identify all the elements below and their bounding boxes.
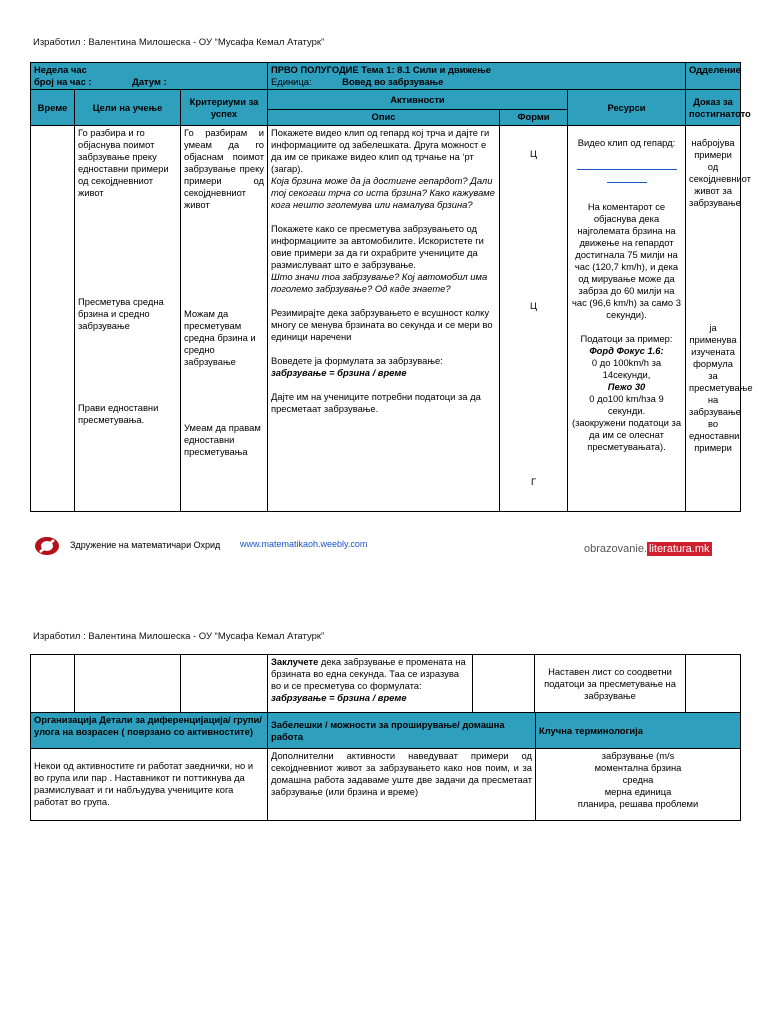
description-paragraph: Дајте им на учениците потребни податоци за да пресметаат забрзување.	[271, 391, 481, 414]
term-item: забрзување (m/s	[601, 750, 675, 761]
empty-cell	[686, 655, 741, 713]
notes-text: Дополнителни активности наведуваат примери од секојдневниот живот за забрзувањето како нов поим, и за домашна работа задаваме уште две задачи да пресметаат забрзување (или брзина и време)	[268, 749, 536, 821]
header-theme-cell	[268, 63, 686, 90]
website-link[interactable]: www.matematikaoh.weebly.com	[240, 539, 368, 549]
description-paragraph: Резимирајте дека забрзувањето е всушност колку многу се менува брзината во секунда и се мери во единици наречени	[271, 307, 493, 342]
week-label: Недела час	[34, 64, 87, 75]
criteria-cell	[181, 126, 268, 512]
data-label: Податоци за пример:	[580, 333, 673, 344]
author-line: Изработил : Валентина Милошеска - ОУ “Мусафа Кемал Ататурк”	[33, 37, 325, 48]
col-criteria: Критериуми за успех	[181, 90, 268, 126]
description-cell	[268, 126, 500, 512]
semester-theme: ПРВО ПОЛУГОДИЕ Тема 1: 8.1 Сили и движење	[271, 64, 491, 75]
formula: забрзување = брзина / време	[271, 692, 407, 703]
conclusion-text: дека забрзување е промената на брзината во една секунда. Таа се изразува во и се пресметува со формулата:	[271, 656, 466, 691]
association-name: Здружение на математичари Охрид	[70, 540, 221, 550]
car-data: 0 до100 km/hза 9 секунди.	[589, 393, 664, 416]
brand-left: obrazovanie.	[584, 543, 647, 555]
literatura-logo	[584, 543, 712, 555]
goal-item: Го разбира и го објаснува поимот забрзување преку едноставни примери од секојдневниот живот	[78, 127, 169, 198]
col-activities: Активности	[268, 90, 568, 110]
col-goals: Цели на учење	[75, 90, 181, 126]
description-paragraph: Воведете ја формулата за забрзување:	[271, 355, 443, 366]
description-paragraph: Покажете како се пресметува забрзувањето од информациите за автомобилите. Искористете ги овие примери за да ги охрабрите учениците да размислуваат што е забрзување.	[271, 223, 484, 270]
col-description: Опис	[268, 110, 500, 126]
criteria-item: Можам да пресметувам средна брзина и средно забрзување	[184, 308, 256, 367]
lesson-plan-table-continued	[30, 654, 741, 713]
description-questions: Што значи тоа забрзување? Кој автомобил има поголемо забрзување? Од каде знаете?	[271, 271, 488, 294]
lesson-plan-table	[30, 62, 753, 512]
org-text: Некои од активностите ги работат заеднички, но и во група или пар . Наставникот ги поттикнува да размислуваат и ги набљудува учениците кога работат во група.	[31, 749, 268, 821]
video-link[interactable]	[577, 169, 677, 170]
col-forms: Форми	[500, 110, 568, 126]
worksheet-cell: Наставен лист со соодветни податоци за пресметување на забрзување	[535, 655, 686, 713]
col-evidence: Доказ за постигнатото	[686, 90, 741, 126]
term-item: средна	[622, 774, 654, 785]
empty-cell	[181, 655, 268, 713]
goal-item: Пресметува средна брзина и средно забрзување	[78, 296, 164, 331]
header-class-cell	[686, 63, 741, 90]
form-value: Ц	[530, 300, 537, 311]
resources-cell	[568, 126, 686, 512]
brand-right: literatura.mk	[649, 543, 710, 555]
goal-item: Прави едноставни пресметувања.	[78, 402, 159, 425]
terms-cell	[536, 749, 741, 821]
org-header: Организација Детали за диференцијација/ групи/ улога на возрасен ( поврзано со активностите)	[31, 713, 268, 749]
lesson-number-label: број на час :	[34, 76, 92, 87]
empty-cell	[473, 655, 535, 713]
forms-cell	[500, 126, 568, 512]
col-resources: Ресурси	[568, 90, 686, 126]
resource-note: На коментарот се објаснува дека најголемата брзина на движење на гепардот достигнала 75 милји на час (120,7 km/h), и дека од мирување може да забрза до 60 милји на час (96,6 km/h) за само 3 секунди).	[572, 201, 681, 320]
term-item: мерна единица	[604, 786, 672, 797]
video-label: Видео клип од гепард:	[577, 137, 676, 148]
class-label: Одделение	[689, 64, 741, 75]
author-line: Изработил : Валентина Милошеска - ОУ “Мусафа Кемал Ататурк”	[33, 631, 325, 642]
rounded-note: (заокружени податоци за да им се олеснат пресметувањата).	[571, 417, 682, 452]
description-paragraph: Покажете видео клип од гепард кој трча и дајте ги информациите од забелешката. Друга можност е да им се прикаже видео клип од трчање на ‘рт (загар).	[271, 127, 490, 174]
association-logo	[34, 536, 60, 561]
formula: забрзување = брзина / време	[271, 367, 407, 378]
car-name: Форд Фокус 1.6:	[589, 345, 664, 356]
car-data: 0 до 100km/h за 14секунди,	[591, 357, 662, 380]
conclusion-keyword: Заклучете	[271, 656, 319, 667]
car-name: Пежо 30	[607, 381, 646, 392]
description-questions: Која брзина може да ја достигне гепардот? Дали тој секогаш трча со иста брзина? Како кажуваме кога нешто зголемува или намалува брзина?	[271, 175, 495, 210]
terms-header: Клучна терминологија	[536, 713, 741, 749]
empty-cell	[31, 655, 75, 713]
conclusion-cell	[268, 655, 473, 713]
empty-cell	[75, 655, 181, 713]
header-week-cell	[31, 63, 268, 90]
evidence-cell	[686, 126, 753, 512]
criteria-item: Го разбирам и умеам да го објаснам поимот забрзување преку примери од секојдневниот живот	[184, 127, 264, 210]
term-item: моментална брзина	[594, 762, 682, 773]
time-cell	[31, 126, 75, 512]
notes-header: Забелешки / можности за проширување/ домашна работа	[268, 713, 536, 749]
form-value: Ц	[530, 148, 537, 159]
goals-cell	[75, 126, 181, 512]
criteria-item: Умеам да правам едноставни пресметувања	[184, 422, 261, 457]
form-value: Г	[530, 476, 537, 487]
date-label: Датум :	[132, 76, 167, 87]
evidence-item: ја применува изучената формула за пресметување на забрзување во едноставни примери	[689, 322, 753, 453]
evidence-item: набројува примери од секојдневниот живот за забрзување	[689, 137, 751, 208]
col-time: Време	[31, 90, 75, 126]
unit-title: Вовед во забрзување	[342, 76, 444, 87]
organization-table	[30, 712, 741, 821]
unit-label: Единица:	[271, 76, 312, 87]
term-item: планира, решава проблеми	[577, 798, 699, 809]
